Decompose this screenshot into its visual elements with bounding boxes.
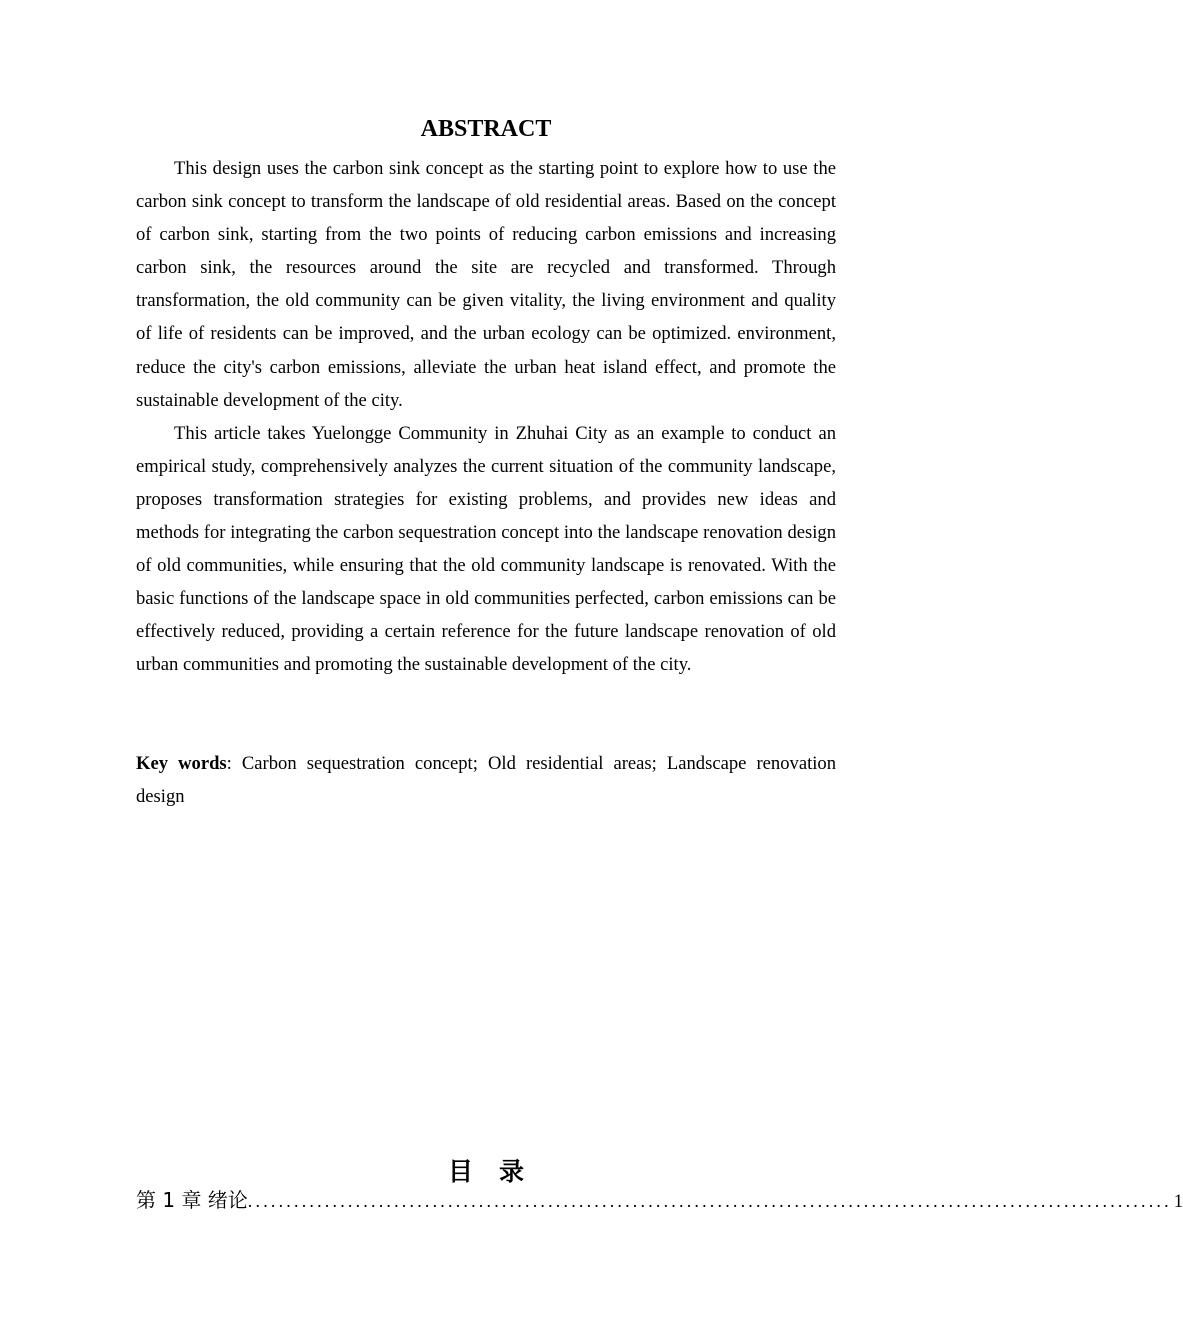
keywords — [136, 747, 836, 813]
abstract-body — [136, 152, 836, 682]
abstract-title: ABSTRACT — [420, 116, 552, 142]
toc-dot-leader: ........................................................................................................................ — [247, 1191, 1172, 1211]
toc-entry[interactable] — [136, 1185, 1183, 1217]
abstract-paragraph-2: This article takes Yuelongge Community in Zhuhai City as an example to conduct an empirical study, comprehensively analyzes the current situation of the community landscape, proposes transformation strategies for existing problems, and provides new ideas and methods for integrating the carbon sequestration concept into the landscape renovation design of old communities, while ensuring that the old community landscape is renovated. With the basic functions of the landscape space in old communities perfected, carbon emissions can be effectively reduced, providing a certain reference for the future landscape renovation of old urban communities and promoting the sustainable development of the city. — [136, 422, 836, 676]
keywords-label: Key words — [136, 753, 227, 774]
abstract-paragraph-1: This design uses the carbon sink concept as the starting point to explore how to use the carbon sink concept to transform the landscape of old residential areas. Based on the concept of carbon sink, starting from the two points of reducing carbon emissions and increasing carbon sink, the resources around the site are recycled and transformed. Through transformation, the old community can be given vitality, the living environment and quality of life of residents can be improved, and the urban ecology can be optimized. environment, reduce the city's carbon emissions, alleviate the urban heat island effect, and promote the sustainable development of the city. — [136, 158, 836, 411]
toc-entry-label[interactable]: 第 1 章 绪论 — [136, 1188, 248, 1212]
keywords-separator: : — [226, 753, 242, 774]
keywords-text: Carbon sequestration concept; Old residential areas; Landscape renovation design — [136, 753, 836, 808]
toc-title: 目录 — [447, 1157, 550, 1186]
toc-entry-page[interactable]: 1 — [1173, 1191, 1183, 1212]
